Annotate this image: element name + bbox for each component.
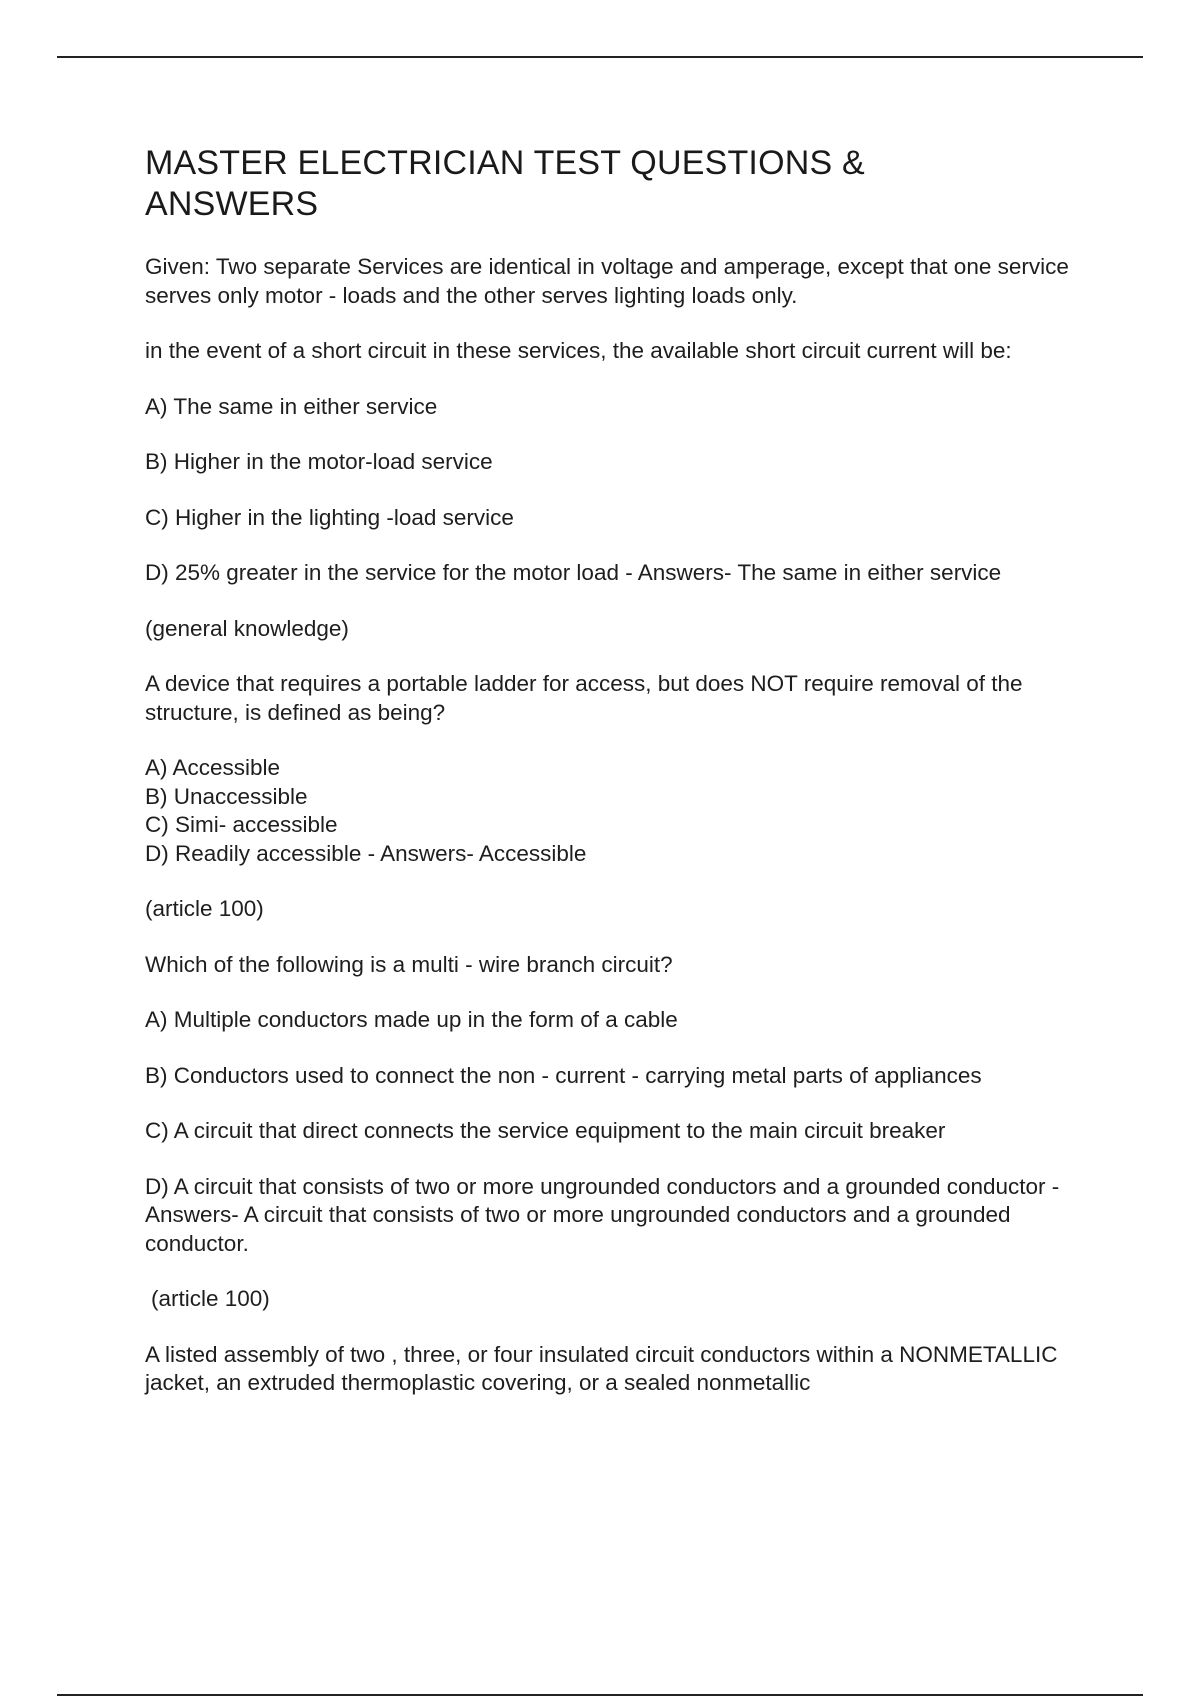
q4-question: A listed assembly of two , three, or four insulated circuit conductors within a NONMETALLIC jacket, an extruded thermoplastic covering, or a sealed nonmetallic [145,1341,1058,1395]
document-title [145,143,1085,225]
q2-options [145,754,1085,868]
q1-reference: (general knowledge) [145,615,349,641]
q2-reference: (article 100) [145,896,264,921]
q3-option-d: D) A circuit that consists of two or more ungrounded conductors and a grounded conductor - Answers- A circuit that consists of two or more ungrounded conductors and a grounded conductor. [145,1173,1060,1256]
header-rule [57,56,1143,58]
q1-option-d: D) 25% greater in the service for the motor load - Answers- The same in either service [145,560,1002,585]
q3-option-a: A) Multiple conductors made up in the form of a cable [145,1007,678,1032]
q3-option-b: B) Conductors used to connect the non - current - carrying metal parts of appliances [145,1062,982,1088]
document-body [145,143,1085,1425]
q1-option-c: C) Higher in the lighting -load service [145,504,514,530]
q3-option-c: C) A circuit that direct connects the service equipment to the main circuit breaker [145,1118,946,1143]
q2-option-b: B) Unaccessible [145,783,308,809]
q1-intro: Given: Two separate Services are identical in voltage and amperage, except that one service serves only motor - loads and the other serves lighting loads only. [145,254,1069,308]
footer-rule [57,1694,1143,1696]
q1-option-b: B) Higher in the motor-load service [145,449,493,474]
q3-question: Which of the following is a multi - wire branch circuit? [145,951,673,977]
q2-option-d: D) Readily accessible - Answers- Accessible [145,840,587,866]
q1-question: in the event of a short circuit in these services, the available short circuit current will be: [145,338,1012,363]
q3-reference: (article 100) [151,1286,270,1311]
title-line-2: ANSWERS [145,185,319,223]
q2-option-c: C) Simi- accessible [145,812,338,837]
q2-question: A device that requires a portable ladder for access, but does NOT require removal of the structure, is defined as being? [145,671,1023,725]
title-line-1: MASTER ELECTRICIAN TEST QUESTIONS & [145,144,865,182]
q1-option-a: A) The same in either service [145,393,438,419]
q2-option-a: A) Accessible [145,755,281,780]
